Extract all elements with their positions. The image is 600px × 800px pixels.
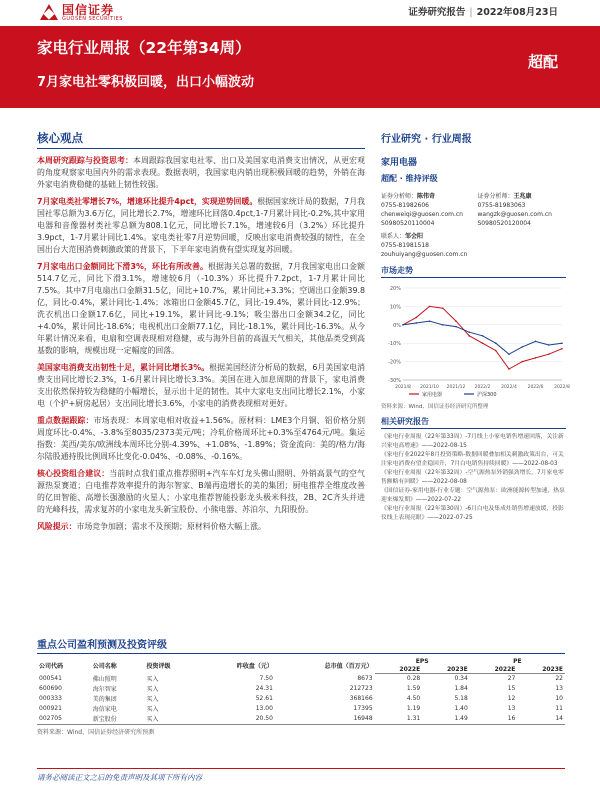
col-eps: EPS [415,657,429,665]
analyst-phone: 0755-81982606 [381,202,429,209]
data-point [468,335,470,337]
report-subtitle: 7月家电社零积极回暖，出口小幅波动 [37,75,255,90]
contact-card: 联系人：邹会阳 0755-81981518 zouhuiyang@guosen.com.cn [381,232,566,259]
report-title: 家电行业周报（22年第34周） [37,39,251,57]
paragraph: 7月家电类社零增长7%，增速环比提升4pct，实现逆势回暖。根据国家统计局的数据，7月我国社零总额为3.6万亿，同比增长2.7%，增速环比回落0.4pct,1-7月累计同比-0.2%,其中家用电器和音像器材类社零总额为808.1亿元，同比增长7.1%，增速较6月（3.2%）环比提升3.9pct，1-7月累计同比1.4%。家电类社零7月逆势回暖，反映出家电消费较强的韧性，在全国出台大范围消费刺激政策的背景下，下半年家电消费有望实现复苏回暖。 [37,197,365,254]
data-point [482,335,484,337]
data-point [535,357,537,359]
forecast-table [37,657,565,725]
paragraph: 本周研究跟踪与投资思考：本周跟踪我国家电社零、出口及美国家电消费支出情况，从更宏观的角度观察家电国内外的需求表现。数据表明，我国家电内销出现积极回暖的趋势，外销在海外家电消费稳健的基础上韧性较强。 [37,156,365,189]
industry-rating: 超配 · 维持评级 [381,174,438,183]
col-code: 公司代码 [39,662,64,670]
x-tick-label: 2022/2 [474,385,491,390]
contact-name: 邹会阳 [405,233,424,240]
data-point [535,341,537,343]
data-point [508,353,510,355]
chart-section-title: 市场走势 [381,265,566,278]
col-name: 公司名称 [92,662,117,670]
col-eps-2022: 2022E [375,665,423,674]
rating-badge: 超配 [527,53,558,71]
related-reports [381,433,566,522]
report-type: 证券研究报告 [408,7,466,18]
logo-en: GUOSEN SECURITIES [62,16,123,22]
col-pe: PE [513,657,522,665]
data-point [415,322,417,324]
y-tick-label: -30% [388,378,401,384]
analyst-cert: S0980520120004 [477,220,531,227]
y-tick-label: -20% [388,359,401,366]
footer-disclaimer: 请务必阅读正文之后的免责声明及其项下所有内容 [37,768,565,783]
industry-name: 家用电器 [381,158,418,168]
y-tick-label: 20% [389,286,401,292]
x-tick-label: 2022/8 [554,385,570,390]
data-point [561,342,563,344]
related-section-title: 相关研究报告 [381,416,566,429]
data-point [482,342,484,344]
analyst-email[interactable]: wangzk@guosen.com.cn [477,211,552,218]
legend-label: 沪深300 [477,392,497,398]
data-point [548,344,550,346]
series-line-0 [403,306,562,369]
forecast-table-section [37,636,565,736]
logo-icon [40,4,58,22]
table-row: 000541 佛山照明 买入 7.50 8673 0.28 0.34 27 22 [39,675,563,683]
related-report-item[interactable]: 《国信证券-家用电器-行业专题：空气源热泵：欧洲能源转型加速，热泵迎来爆发期》——2022-07-22 [381,488,565,503]
paragraph: 重点数据跟踪：市场表现：本周家电相对收益+1.56%。原材料：LME3个月铜、铝价格分别周度环比-0.4%、-3.8%至8035/2373美元/吨；冷轧价格周环比+0.3%至4764元/吨。集运指数：美西/美东/欧洲线本周环比分别-4.39%、+1.08%、-1.89%；资金流向：美的/格力/海尔陆股通持股比例周环比变化-0.04%、-0.08%、-0.16%。 [37,416,365,461]
data-point [508,368,510,370]
report-category: 行业研究 · 行业周报 [381,134,472,145]
col-pe-2023: 2023E [517,665,565,674]
analyst-name: 王兆康 [513,193,532,200]
related-report-item[interactable]: 《家电行业周报（22年第30周）-6月白电及集成灶销售增速放缓，投影仪线上表现亮眼》——2022-07-25 [381,506,564,521]
col-rating: 投资评级 [146,662,171,670]
table-row: 000333 美的集团 买入 52.61 368166 4.50 5.18 12 10 [39,695,563,703]
analyst-card: 证券分析师：陈伟奇 0755-81982606 chenweiqi@guosen.com.cn S0980520110004 [381,192,470,228]
logo-cn: 国信证券 [62,3,115,17]
x-tick-label: 2021/12 [446,385,466,390]
x-tick-label: 2022/4 [501,385,517,390]
title-banner [0,26,600,108]
col-eps-2023: 2023E [422,665,470,674]
table-title: 重点公司盈利预测及投资评级 [37,636,565,654]
data-point [521,346,523,348]
data-point [468,331,470,333]
y-tick-label: 10% [389,304,401,311]
analyst-list [381,192,566,228]
paragraph: 7月家电出口金额同比下滑3%，环比有所改善。根据海关总署的数据，7月我国家电出口金额514.7亿元，同比下滑3.1%，增速较6月（-10.3%）环比提升7.2pct，1-7月累计同比7.5%。其中7月电扇出口金额31.5亿，同比+10.7%，累计同比+3.3%；空调出口金额39.8亿，同比-0.4%，累计同比-1.4%；冰箱出口金额45.7亿，同比-19.4%，累计同比-12.9%；洗衣机出口金额17.6亿，同比+19.1%，累计同比-9.1%；吸尘器出口金额34.2亿，同比+4.0%，累计同比-18.6%；电视机出口金额77.1亿，同比-18.1%，累计同比-16.3%。从今年累计情况来看，电扇和空调表现相对稳健，或与海外目前的高温天气相关，其他品类受到高基数的影响，规模出现一定幅度的回落。 [37,262,366,355]
data-point [455,320,457,322]
data-point [495,350,497,352]
y-tick-label: -10% [388,341,401,348]
report-meta: 证券研究报告 | 2022年08月23日 [408,7,558,18]
top-bar [0,0,600,26]
related-report-item[interactable]: 《家电行业2022年8月投资策略-数据回暖叠加相关刺激政策出台，可关注家电消费有望企稳回升，7月白电销售持续回暖》——2022-08-03 [381,452,564,467]
paragraph: 美国家电消费支出韧性十足，累计同比增长3%。根据美国经济分析局的数据，6月美国家电消费支出同比增长2.3%，1-6月累计同比增长3.3%。美国在进入加息周期的背景下，家电消费支出依然保持较为稳健的小幅增长，显示出十足的韧性。其中大家电支出同比增长2.1%，小家电（个护+厨房起居）支出同比增长3.6%，小家电的消费表现相对更好。 [37,363,365,408]
data-point [429,306,431,308]
analyst-email[interactable]: chenweiqi@guosen.com.cn [381,211,463,218]
data-point [442,324,444,326]
paragraph: 核心投资组合建议：当前时点我们重点推荐照明+汽车车灯龙头佛山照明、外销高景气的空气源热泵赛道；白电推荐效率提升的海尔智家、B端再造增长的美的集团；厨电推荐全维度改善的亿田智能、高增长强激励的火星人；小家电推荐智能投影龙头极米科技，2B、2C齐头并进的光峰科技，需求复苏的小家电龙头新宝股份、小熊电器、苏泊尔、九阳股份。 [37,469,365,514]
x-tick-label: 2021/10 [420,385,439,390]
report-date: 2022年08月23日 [476,7,558,18]
data-point [548,353,550,355]
section-title: 核心观点 [37,130,365,149]
related-report-item[interactable]: 《家电行业周报（22年第33周）-7月线上小家电销售增速回落，关注新兴家电高增速》——2022-08-15 [381,434,564,449]
analyst-cert: S0980520110004 [381,220,435,227]
data-point [429,320,431,322]
data-point [402,324,404,326]
x-tick-label: 2022/6 [527,385,544,390]
data-point [442,307,444,309]
contact-email[interactable]: zouhuiyang@guosen.com.cn [381,251,468,258]
market-trend-chart [381,282,570,400]
x-tick-label: 2021/8 [395,385,411,390]
data-point [495,342,497,344]
table-row: 600690 海尔智家 买入 24.31 212723 1.59 1.84 15 13 [39,685,563,693]
analyst-name: 陈伟奇 [417,193,436,200]
data-point [455,326,457,328]
data-point [561,348,563,350]
brand-logo [40,2,123,24]
sidebar [381,130,570,523]
analyst-card: 证券分析师：王兆康 0755-81983063 wangzk@guosen.com.cn S0980520120004 [478,192,567,228]
col-price: 昨收盘（元） [236,662,273,670]
related-report-item[interactable]: 《家电行业周报（22年第32周）-空气源热泵外销强劲增长，7月家电零售额略有回暖》——2022-08-08 [381,470,564,485]
table-row: 000921 海信家电 买入 13.00 17395 1.19 1.40 13 11 [39,705,563,713]
table-row: 002705 新宝股份 买入 20.50 16948 1.31 1.49 16 14 [39,715,563,723]
contact-phone: 0755-81981518 [381,242,429,249]
legend-label: 家用电器 [422,392,443,398]
chart-source: 资料来源：Wind、国信证券经济研究所整理 [381,404,489,410]
paragraph: 风险提示：市场竞争加剧；需求不及预期；原材料价格大幅上涨。 [37,522,266,531]
data-point [521,361,523,363]
data-point [415,317,417,319]
table-source: 资料来源：Wind、国信证券经济研究所预测 [37,728,155,736]
y-tick-label: 0% [393,322,401,329]
chart-svg [381,282,570,400]
series-line-1 [403,321,562,354]
analyst-phone: 0755-81983063 [477,202,526,209]
core-views [37,130,365,538]
col-mcap: 总市值（百万元） [324,662,373,670]
col-pe-2022: 2022E [470,665,518,674]
